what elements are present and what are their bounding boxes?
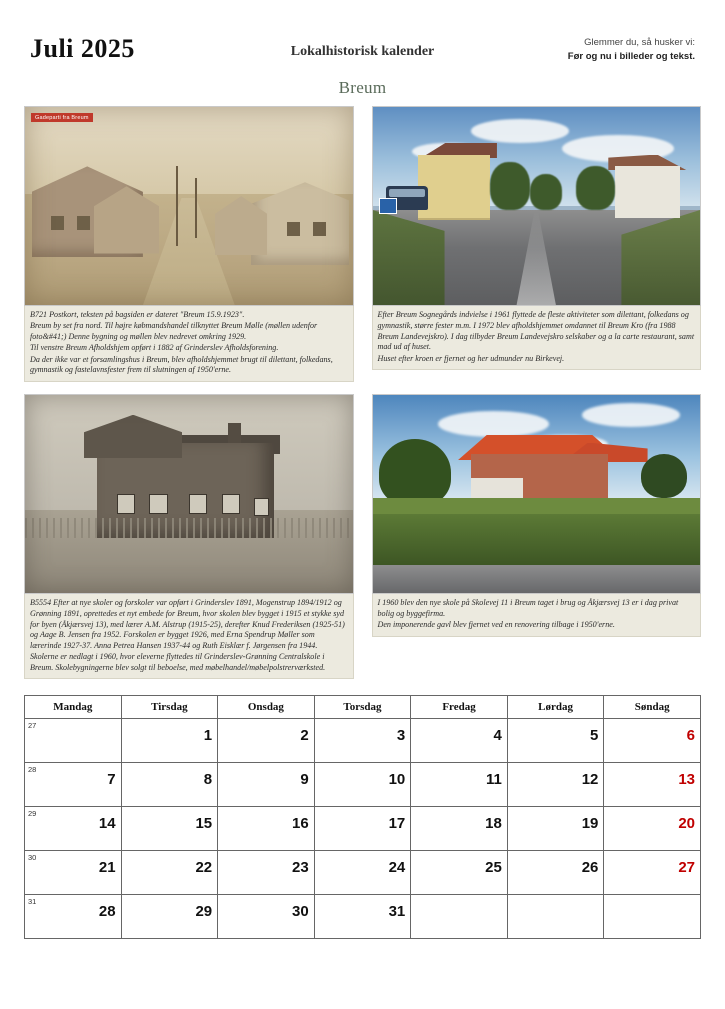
day-cell[interactable]	[411, 719, 508, 763]
photo-vignette	[25, 395, 353, 593]
photo-modern-private-house	[372, 394, 702, 594]
photo-caption-2	[372, 306, 702, 370]
day-cell[interactable]	[507, 807, 604, 851]
day-number: 21	[98, 859, 116, 877]
day-cell[interactable]	[25, 719, 122, 763]
caption-line: I 1960 blev den nye skole på Skolevej 11 i Breum taget i brug og Åkjærsvej 13 er i dag privat bolig og byggefirma.	[377, 598, 679, 618]
day-number: 7	[107, 771, 116, 789]
caption-line: B5554 Efter at nye skoler og forskoler var opført i Grinderslev 1891, Mogenstrup 1894/1912 og Grønning 1891, oprettedes et nyt embede for Breum, hvor skolen blev bygget i 1915 et stykke syd for byen (Åkjærsvej 13), med lærer A.M. Alstrup (1915-25), derefter Knud Frederiksen (1925-51) og Aage B. Jensen fra 1952. Forskolen er bygget 1926, med Erna Spendrup Møller som lærerinde 1927-37. Anna Petrea Hansen 1937-44 og Ruth Eisklær f. Jørgensen fra 1944. Skolerne er nedlagt i 1960, hvor eleverne flyttedes til Grinderslev-Grønning Centralskole i Breum. Skolebygningerne blev solgt til beboelse, med møbelhandel/møbelpolstrerværksted.	[30, 598, 345, 672]
tagline-line-2: Før og nu i billeder og tekst.	[567, 50, 695, 62]
blue-road-sign	[379, 198, 397, 214]
calendar-week-row	[25, 719, 701, 763]
tree-1	[490, 162, 529, 210]
tagline-line-1: Glemmer du, så husker vi:	[584, 37, 695, 48]
calendar-week-row	[25, 851, 701, 895]
day-number: 26	[581, 859, 599, 877]
photo-old-school-building	[24, 394, 354, 594]
day-cell[interactable]	[604, 763, 701, 807]
calendar-week-row	[25, 763, 701, 807]
cloud-1	[471, 119, 569, 143]
day-cell[interactable]	[218, 807, 315, 851]
day-number: 13	[678, 771, 695, 789]
day-cell[interactable]	[218, 719, 315, 763]
day-cell-empty	[604, 895, 701, 939]
photo-caption-4	[372, 594, 702, 637]
day-number: 10	[388, 771, 406, 789]
photo-grid	[24, 106, 701, 679]
day-number: 1	[203, 727, 213, 745]
week-number: 29	[28, 809, 37, 819]
page-header	[24, 28, 701, 76]
day-cell[interactable]	[121, 719, 218, 763]
calendar-header-row	[25, 696, 701, 719]
weekday-header-torsdag: Torsdag	[314, 696, 411, 719]
day-cell[interactable]	[314, 719, 411, 763]
day-cell[interactable]	[218, 895, 315, 939]
day-number: 27	[678, 859, 695, 877]
day-cell[interactable]	[25, 807, 122, 851]
day-number: 5	[590, 727, 599, 745]
week-number: 27	[28, 721, 37, 731]
day-cell[interactable]	[121, 895, 218, 939]
day-number: 22	[195, 859, 213, 877]
day-cell[interactable]	[314, 851, 411, 895]
place-title: Breum	[338, 78, 387, 97]
day-number: 6	[686, 727, 695, 745]
day-cell[interactable]	[507, 763, 604, 807]
day-cell[interactable]	[507, 851, 604, 895]
caption-line: B721 Postkort, teksten på bagsiden er dateret "Breum 15.9.1923".	[30, 310, 245, 319]
cloud-2	[582, 403, 680, 427]
weekday-header-sondag: Søndag	[604, 696, 701, 719]
day-number: 24	[388, 859, 406, 877]
day-cell[interactable]	[411, 763, 508, 807]
weekday-header-lordag: Lørdag	[507, 696, 604, 719]
day-cell[interactable]	[121, 851, 218, 895]
day-number: 12	[581, 771, 599, 789]
caption-line: Da der ikke var et forsamlingshus i Breum, blev afholdshjemmet brugt til dilettant, folkedans, gymnastik og fastelavnsfester frem til slutningen af 1950'erne.	[30, 354, 333, 375]
photo-old-street-postcard	[24, 106, 354, 306]
tree-3	[576, 166, 615, 210]
cloud-1	[438, 411, 549, 437]
day-cell[interactable]	[25, 763, 122, 807]
tree-left	[379, 439, 451, 506]
day-cell[interactable]	[411, 807, 508, 851]
day-number: 4	[493, 727, 502, 745]
day-cell[interactable]	[121, 763, 218, 807]
day-number: 17	[388, 815, 406, 833]
day-number: 11	[485, 771, 502, 789]
photo-modern-street-view	[372, 106, 702, 306]
day-cell-empty	[411, 895, 508, 939]
caption-line: Efter Breum Sognegårds indvielse i 1961 flyttede de fleste aktiviteter som dilettant, folkedans og gymnastik, større fester m.m. I 1972 blev afholdshjemmet omdannet til Breum Kro (fra 1988 Breum Landevejskro). I dag tilbyder Breum Landevejskro selskaber og a la carte restaurant, samt mad ud af huset.	[377, 310, 695, 352]
calendar-week-row	[25, 895, 701, 939]
caption-line: Til venstre Breum Afholdshjem opført i 1882 af Grinderslev Afholdsforening.	[30, 343, 279, 353]
car-window	[389, 189, 425, 197]
month-title: Juli 2025	[30, 34, 135, 63]
day-cell[interactable]	[121, 807, 218, 851]
publication-title: Lokalhistorisk kalender	[290, 44, 435, 59]
weekday-header-mandag: Mandag	[25, 696, 122, 719]
caption-line: Huset efter kroen er fjernet og her udmunder nu Birkevej.	[377, 353, 565, 363]
month-calendar	[24, 695, 701, 939]
tree-2	[530, 174, 563, 210]
white-house	[615, 166, 681, 217]
day-number: 20	[678, 815, 695, 833]
header-tagline	[568, 36, 695, 64]
day-cell[interactable]	[314, 763, 411, 807]
day-cell[interactable]	[218, 763, 315, 807]
day-number: 28	[98, 903, 116, 921]
week-number: 28	[28, 765, 37, 775]
day-number: 2	[300, 727, 309, 745]
day-cell[interactable]	[25, 851, 122, 895]
tree-right	[641, 454, 687, 498]
day-number: 3	[396, 727, 406, 745]
road-region	[373, 565, 701, 593]
day-number: 19	[581, 815, 599, 833]
caption-line: Breum by set fra nord. Til højre købmandshandel tilknyttet Breum Mølle (møllen udenfor foto&#41;) Denne bygning og møllen blev nedrevet omkring 1929.	[30, 321, 318, 341]
day-number: 25	[485, 859, 502, 877]
day-cell-empty	[507, 895, 604, 939]
day-number: 18	[485, 815, 502, 833]
day-cell[interactable]	[604, 807, 701, 851]
yellow-house	[418, 155, 490, 220]
day-cell[interactable]	[604, 851, 701, 895]
day-number: 23	[292, 859, 309, 877]
week-number: 31	[28, 897, 37, 907]
day-number: 15	[195, 815, 213, 833]
photo-caption-1	[24, 306, 354, 382]
day-cell[interactable]	[411, 851, 508, 895]
day-number: 14	[98, 815, 116, 833]
day-number: 31	[388, 903, 406, 921]
day-cell[interactable]	[314, 895, 411, 939]
week-number: 30	[28, 853, 37, 863]
photo-cell-3	[24, 394, 354, 679]
caption-line: Den imponerende gavl blev fjernet ved en renovering tilbage i 1950'erne.	[377, 620, 615, 629]
photo-cell-2	[372, 106, 702, 382]
photo-caption-3	[24, 594, 354, 679]
lawn-strip	[373, 498, 701, 514]
day-number: 16	[292, 815, 309, 833]
day-number: 8	[203, 771, 213, 789]
day-number: 29	[195, 903, 213, 921]
day-number: 30	[292, 903, 309, 921]
postcard-stamp-label: Gadeparti fra Breum	[31, 113, 93, 122]
day-cell[interactable]	[25, 895, 122, 939]
weekday-header-onsdag: Onsdag	[218, 696, 315, 719]
photo-cell-4	[372, 394, 702, 679]
calendar-week-row	[25, 807, 701, 851]
day-number: 9	[300, 771, 309, 789]
photo-vignette	[25, 107, 353, 305]
photo-cell-1	[24, 106, 354, 382]
day-cell[interactable]	[218, 851, 315, 895]
day-cell[interactable]	[507, 719, 604, 763]
weekday-header-tirsdag: Tirsdag	[121, 696, 218, 719]
weekday-header-fredag: Fredag	[411, 696, 508, 719]
day-cell[interactable]	[314, 807, 411, 851]
day-cell[interactable]	[604, 719, 701, 763]
hedge	[373, 514, 701, 565]
